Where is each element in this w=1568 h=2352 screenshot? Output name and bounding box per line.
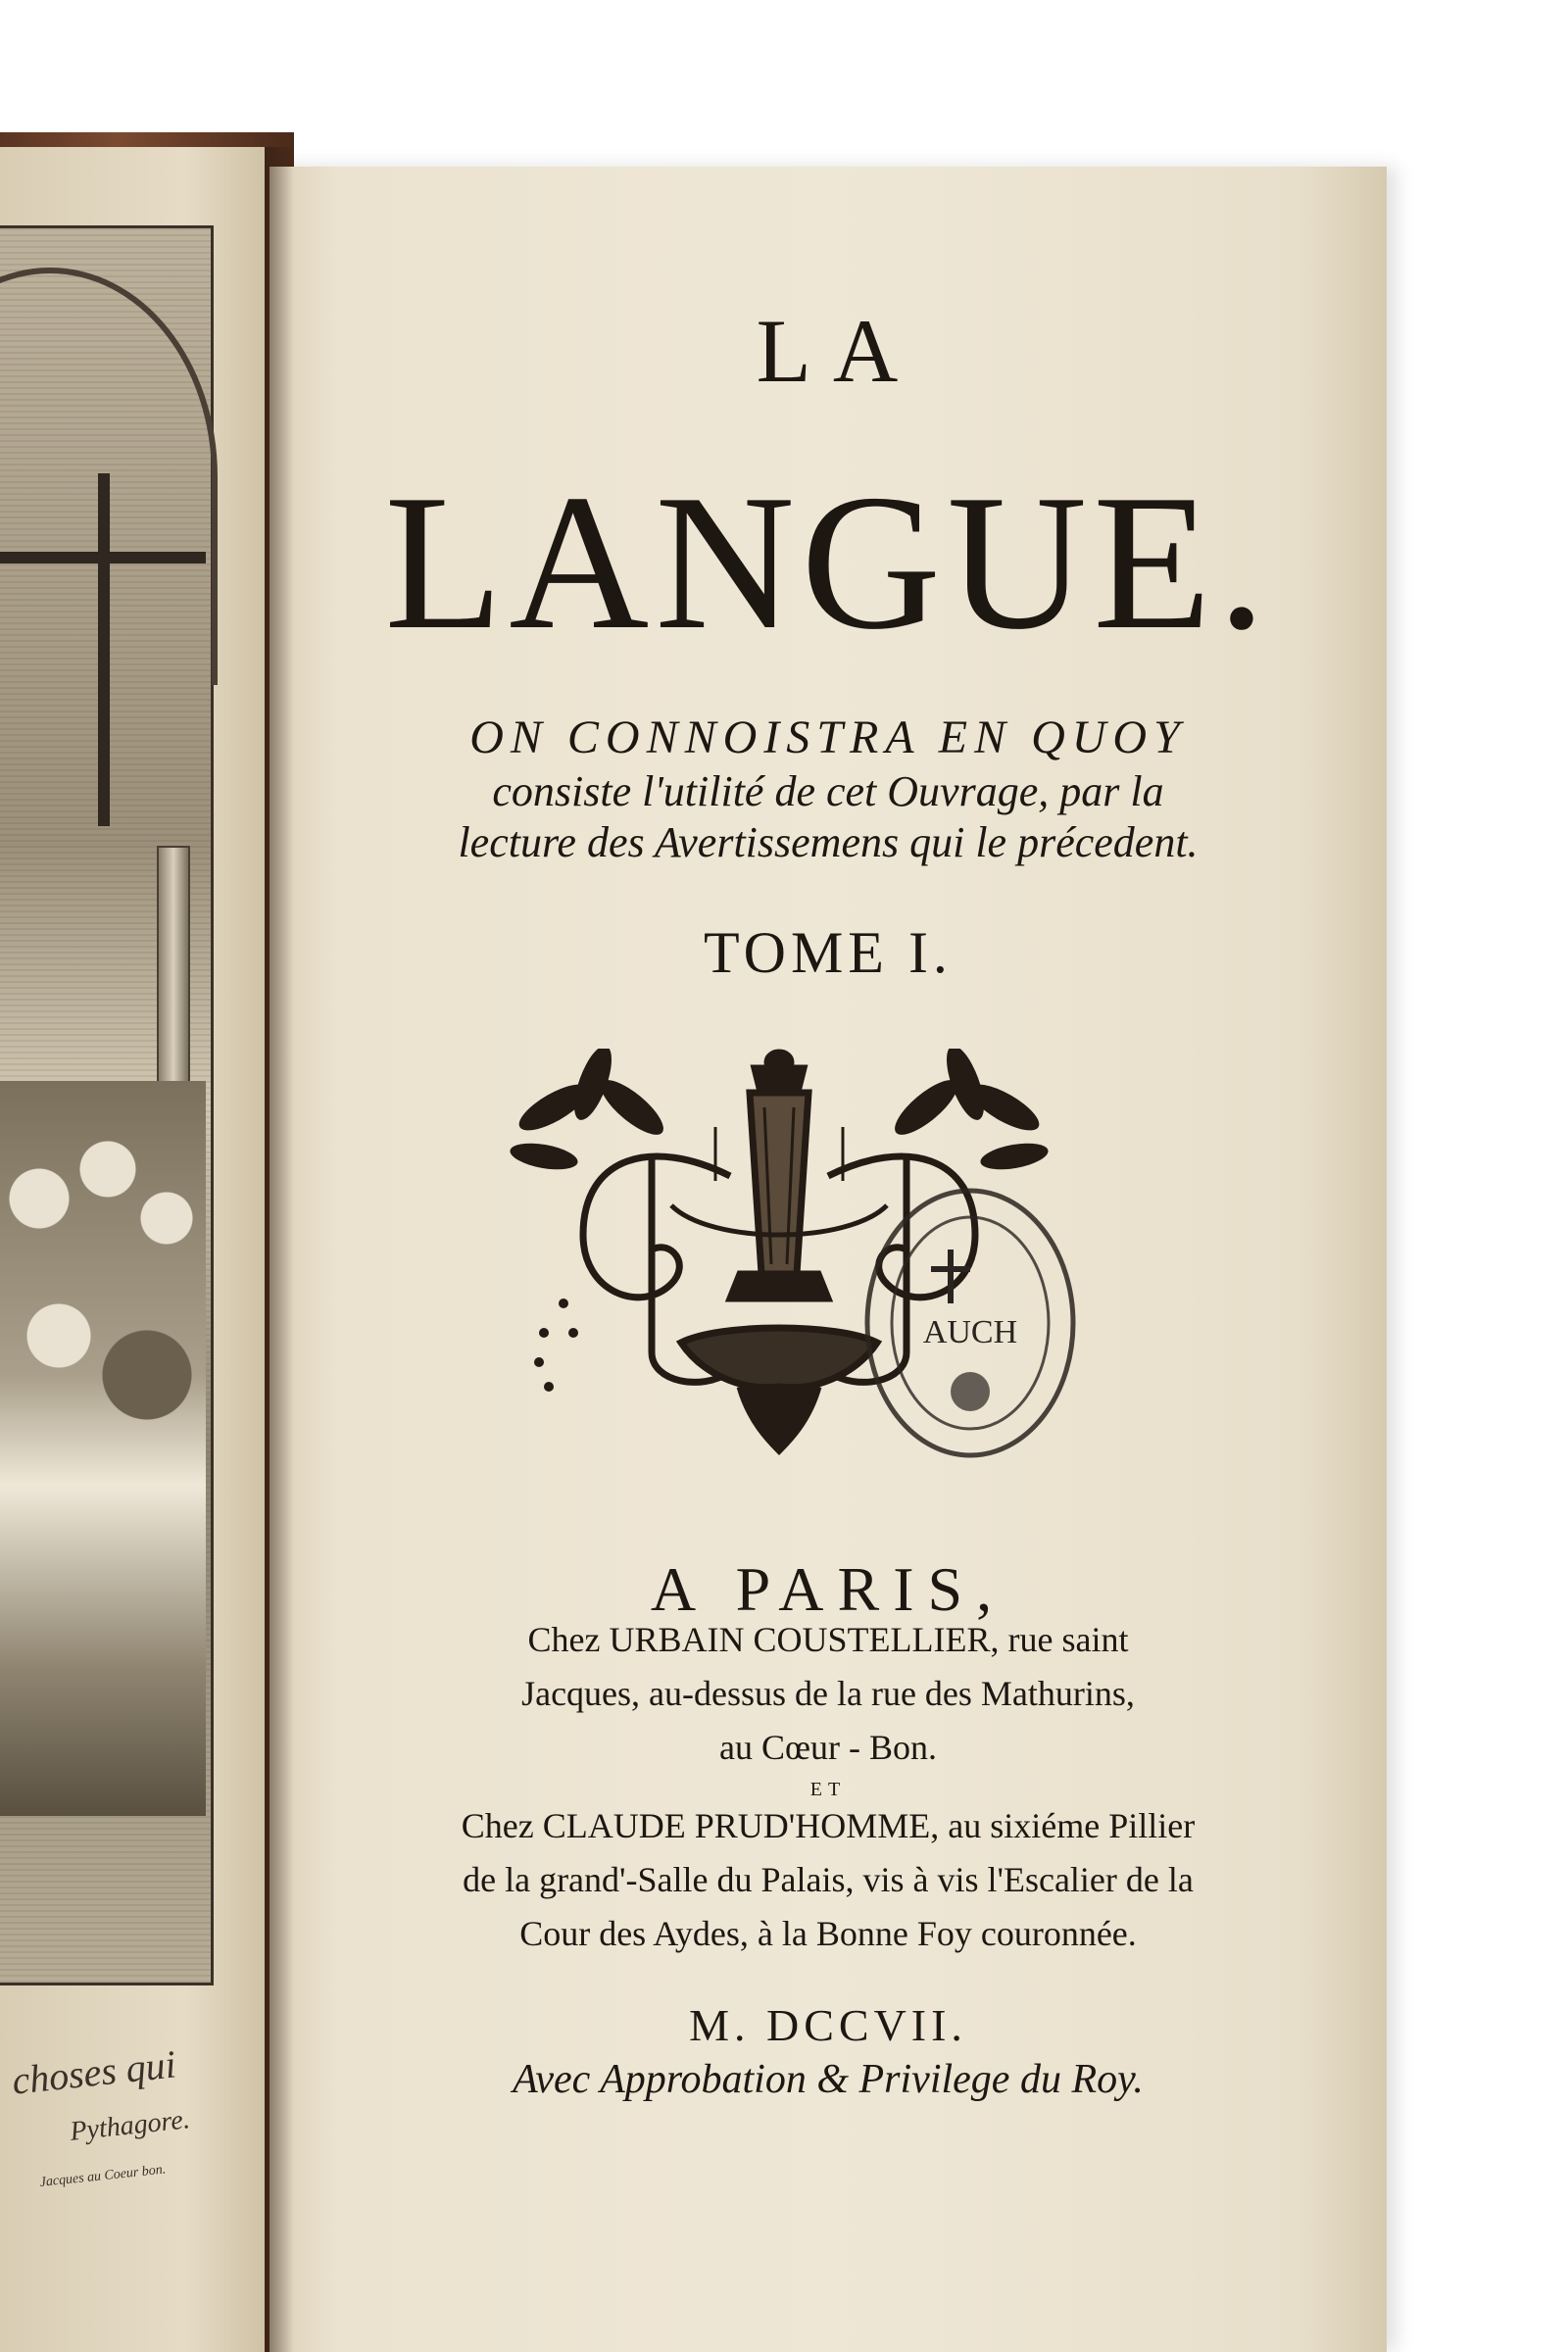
publication-date: M. DCCVII. (689, 2000, 967, 2050)
title-main: LANGUE. (384, 455, 1272, 669)
frontispiece-caption-2: Pythagore. (69, 2104, 192, 2147)
engraving-chandelier-rod (98, 473, 110, 826)
frontispiece-page (0, 147, 265, 2352)
imprint-city: A PARIS, (650, 1554, 1006, 1624)
gutter-shadow (265, 147, 294, 2352)
subtitle-line-1: ON CONNOISTRA EN QUOY (469, 711, 1187, 763)
imprint-line-6: Cour des Aydes, à la Bonne Foy couronnée. (519, 1914, 1137, 1953)
title-article: LA (756, 301, 920, 401)
volume-label: TOME I. (704, 920, 953, 985)
frontispiece-caption-1: choses qui (10, 2041, 178, 2103)
library-stamp-icon (858, 1176, 1083, 1470)
privilege-line: Avec Approbation & Privilege du Roy. (513, 2057, 1144, 2102)
imprint-line-5: de la grand'-Salle du Palais, vis à vis l'Escalier de la (463, 1860, 1194, 1899)
title-page (270, 167, 1387, 2352)
frontispiece-engraving (0, 225, 214, 1985)
subtitle-line-2: consiste l'utilité de cet Ouvrage, par la (492, 767, 1164, 815)
imprint-line-2: Jacques, au-dessus de la rue des Mathurins, (521, 1674, 1135, 1713)
engraving-chandelier (0, 552, 206, 564)
imprint-line-4: Chez CLAUDE PRUD'HOMME, au sixiéme Pillier (461, 1806, 1196, 1845)
imprint-line-1: Chez URBAIN COUSTELLIER, rue saint (527, 1620, 1129, 1659)
frontispiece-caption-3: Jacques au Coeur bon. (39, 2162, 167, 2190)
engraving-crowd (0, 1081, 206, 1816)
imprint-line-3: au Cœur - Bon. (719, 1728, 937, 1767)
imprint-and: ET (809, 1779, 847, 1800)
subtitle-line-3: lecture des Avertissemens qui le précedent. (458, 818, 1199, 866)
stamp-center-text: AUCH (922, 1314, 1018, 1350)
